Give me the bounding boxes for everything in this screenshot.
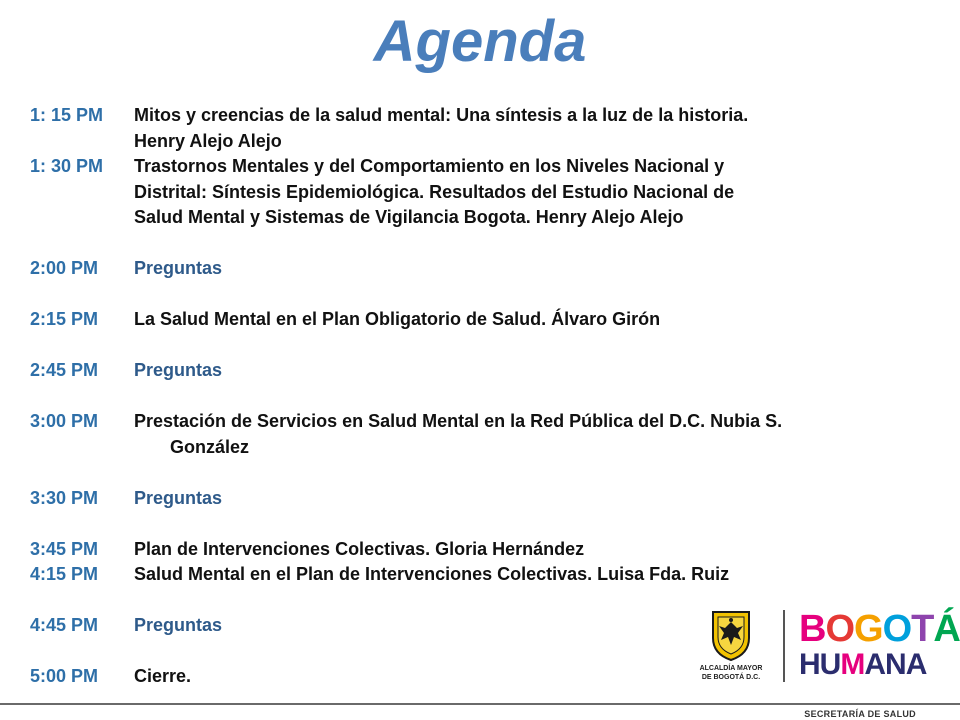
agenda-description: Preguntas xyxy=(134,360,223,380)
agenda-description: Preguntas xyxy=(134,487,223,508)
agenda-time: 3:00 PM xyxy=(30,411,99,431)
agenda-time: 2:15 PM xyxy=(30,309,99,329)
agenda-description: Prestación de Servicios en Salud Mental en la Red Pública del D.C. Nubia S. González xyxy=(134,411,783,457)
agenda-time: 4:15 PM xyxy=(30,564,99,584)
agenda-item xyxy=(30,409,930,460)
footer-label: SECRETARÍA DE SALUD xyxy=(804,709,916,719)
agenda-time: 2:45 PM xyxy=(30,360,99,380)
agenda-time: 3:45 PM xyxy=(30,538,99,559)
agenda-description: Salud Mental en el Plan de Intervenciones Colectivas. Luisa Fda. Ruiz xyxy=(134,564,730,584)
coat-of-arms-icon xyxy=(709,608,753,662)
agenda-time: 2:00 PM xyxy=(30,258,99,278)
bogota-humana-logo: BOGOTÁ HUMANA xyxy=(799,608,960,681)
agenda-item-questions xyxy=(30,256,930,282)
agenda-item xyxy=(30,537,930,563)
agenda-description: Trastornos Mentales y del Comportamiento en los Niveles Nacional y Distrital: Síntesis Epidemiológica. Resultados del Estudio Nacional de Salud Mental y Sistemas de Vigilancia Bogota. Henry Alejo Alejo xyxy=(134,156,735,227)
agenda-item xyxy=(30,154,930,231)
agenda-time: 5:00 PM xyxy=(30,666,99,686)
agenda-item xyxy=(30,103,930,154)
agenda-description: Preguntas xyxy=(134,615,223,635)
agenda-description: Cierre. xyxy=(134,666,192,686)
agenda-list xyxy=(30,103,930,690)
agenda-description: Plan de Intervenciones Colectivas. Gloria Hernández xyxy=(134,538,585,559)
agenda-item xyxy=(30,307,930,333)
agenda-item-questions xyxy=(30,486,930,512)
agenda-time: 1: 15 PM xyxy=(30,105,104,125)
agenda-description: Preguntas xyxy=(134,258,223,278)
alcaldia-text: ALCALDÍA MAYOR DE BOGOTÁ D.C. xyxy=(699,665,763,681)
agenda-description: La Salud Mental en el Plan Obligatorio de Salud. Álvaro Girón xyxy=(134,309,661,329)
logos xyxy=(680,606,960,696)
logo-divider xyxy=(783,610,785,682)
page-title: Agenda xyxy=(373,9,587,74)
agenda-description: Mitos y creencias de la salud mental: Una síntesis a la luz de la historia. Henry Alejo Alejo xyxy=(134,105,749,151)
agenda-item xyxy=(30,562,930,588)
agenda-time: 3:30 PM xyxy=(30,487,99,508)
agenda-time: 1: 30 PM xyxy=(30,156,104,176)
agenda-item-questions xyxy=(30,358,930,384)
footer-divider xyxy=(0,703,960,705)
alcaldia-logo xyxy=(686,608,776,696)
agenda-time: 4:45 PM xyxy=(30,615,99,635)
